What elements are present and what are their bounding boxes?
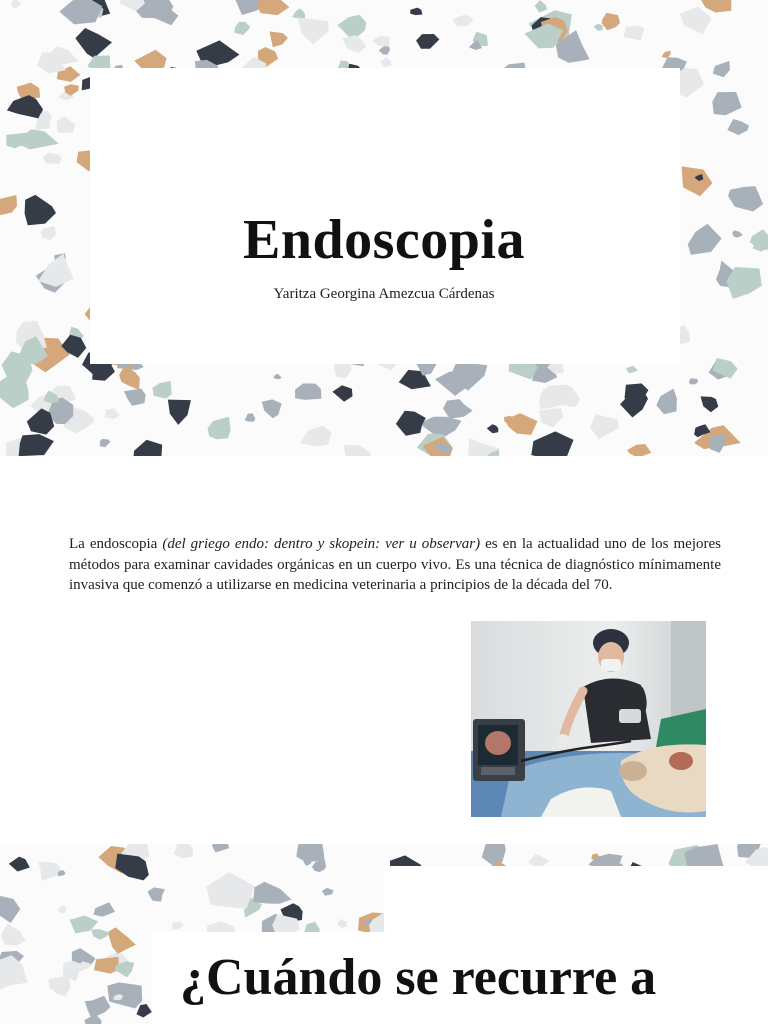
terrazzo-chip	[344, 445, 372, 456]
terrazzo-chip	[234, 22, 250, 35]
terrazzo-chip	[59, 0, 102, 24]
terrazzo-chip	[380, 57, 391, 67]
terrazzo-chip	[1, 924, 26, 946]
terrazzo-chip	[212, 844, 229, 853]
section-heading: ¿Cuándo se recurre a	[180, 949, 657, 1006]
terrazzo-chip	[14, 129, 59, 149]
terrazzo-chip	[173, 844, 193, 858]
terrazzo-chip	[624, 25, 645, 40]
terrazzo-chip	[136, 1004, 151, 1018]
terrazzo-chip	[253, 882, 292, 904]
intro-rest: es en la actualidad uno de los mejores métodos para examinar cavidades orgánicas en un cuerpo vivo. Es una técnica de diagnóstico mínimamente invasiva que comenzó a utilizarse en medicina veterinaria a principios de la década del 70.	[69, 536, 721, 593]
terrazzo-chip	[627, 444, 652, 456]
terrazzo-chip	[626, 366, 638, 374]
terrazzo-chip	[342, 35, 366, 53]
terrazzo-chip	[7, 95, 43, 118]
terrazzo-chip	[75, 28, 112, 58]
terrazzo-chip	[153, 381, 172, 399]
terrazzo-chip	[38, 862, 60, 881]
terrazzo-chip	[443, 399, 472, 419]
terrazzo-chip	[105, 409, 120, 420]
terrazzo-chip	[689, 378, 698, 384]
terrazzo-chip	[292, 9, 305, 19]
terrazzo-chip	[56, 116, 75, 133]
intro-etymology: (del griego endo: dentro y skopein: ver u observar)	[162, 536, 481, 552]
terrazzo-chip	[682, 166, 713, 196]
terrazzo-chip	[206, 872, 255, 909]
terrazzo-chip	[11, 0, 21, 8]
terrazzo-chip	[273, 374, 281, 380]
terrazzo-chip	[91, 929, 110, 940]
terrazzo-chip	[680, 7, 712, 35]
terrazzo-chip	[662, 51, 671, 58]
terrazzo-chip	[332, 385, 352, 401]
terrazzo-chip	[172, 922, 183, 930]
terrazzo-chip	[208, 417, 231, 440]
question-slide	[0, 844, 768, 1024]
terrazzo-chip	[133, 440, 162, 456]
intro-paragraph	[69, 534, 721, 596]
terrazzo-chip	[297, 17, 328, 44]
terrazzo-chip	[531, 431, 573, 456]
endoscopy-photo-illustration	[471, 621, 706, 817]
terrazzo-chip	[296, 844, 324, 862]
terrazzo-chip	[0, 896, 20, 923]
terrazzo-chip	[312, 860, 326, 872]
terrazzo-chip	[539, 408, 563, 428]
terrazzo-chip	[300, 426, 331, 447]
terrazzo-chip	[262, 399, 282, 418]
terrazzo-chip	[48, 976, 71, 997]
terrazzo-chip	[594, 24, 603, 31]
terrazzo-chip	[94, 902, 116, 916]
presentation-title: Endoscopia	[243, 209, 525, 271]
title-slide	[0, 0, 768, 456]
terrazzo-chip	[338, 919, 347, 928]
terrazzo-chip	[701, 396, 719, 412]
terrazzo-chip	[0, 955, 28, 991]
terrazzo-chip	[713, 61, 730, 77]
terrazzo-chip	[148, 887, 165, 901]
terrazzo-chip	[620, 391, 648, 418]
terrazzo-chip	[727, 119, 749, 135]
terrazzo-chip	[43, 153, 62, 164]
terrazzo-chip	[322, 888, 334, 896]
terrazzo-chip	[602, 13, 620, 30]
terrazzo-chip	[698, 0, 731, 13]
terrazzo-chip	[9, 857, 30, 872]
author-name: Yaritza Georgina Amezcua Cárdenas	[273, 286, 495, 302]
terrazzo-chip	[535, 0, 548, 13]
terrazzo-chip	[257, 0, 290, 15]
terrazzo-chip	[410, 8, 422, 16]
terrazzo-chip	[453, 15, 474, 27]
terrazzo-chip	[51, 46, 79, 65]
terrazzo-chip	[124, 389, 146, 406]
terrazzo-chip	[712, 92, 741, 115]
intro-lead: La endoscopia	[69, 536, 163, 552]
terrazzo-chip	[245, 413, 256, 422]
terrazzo-chip	[590, 414, 619, 439]
terrazzo-chip	[107, 982, 142, 1008]
terrazzo-chip	[372, 36, 390, 46]
content-card	[384, 866, 768, 936]
terrazzo-chip	[396, 411, 426, 436]
terrazzo-chip	[85, 996, 111, 1019]
terrazzo-chip	[108, 927, 136, 953]
terrazzo-chip	[270, 31, 288, 47]
terrazzo-chip	[19, 434, 54, 456]
terrazzo-chip	[487, 424, 499, 433]
terrazzo-chip	[416, 34, 439, 49]
terrazzo-chip	[58, 905, 67, 913]
terrazzo-chip	[295, 383, 321, 400]
terrazzo-chip	[710, 434, 726, 453]
endoscopy-photo	[471, 621, 706, 817]
terrazzo-chip	[100, 439, 111, 447]
terrazzo-chip	[482, 844, 506, 865]
intro-slide	[0, 456, 768, 844]
terrazzo-chip	[656, 389, 677, 415]
terrazzo-chip	[168, 400, 191, 425]
